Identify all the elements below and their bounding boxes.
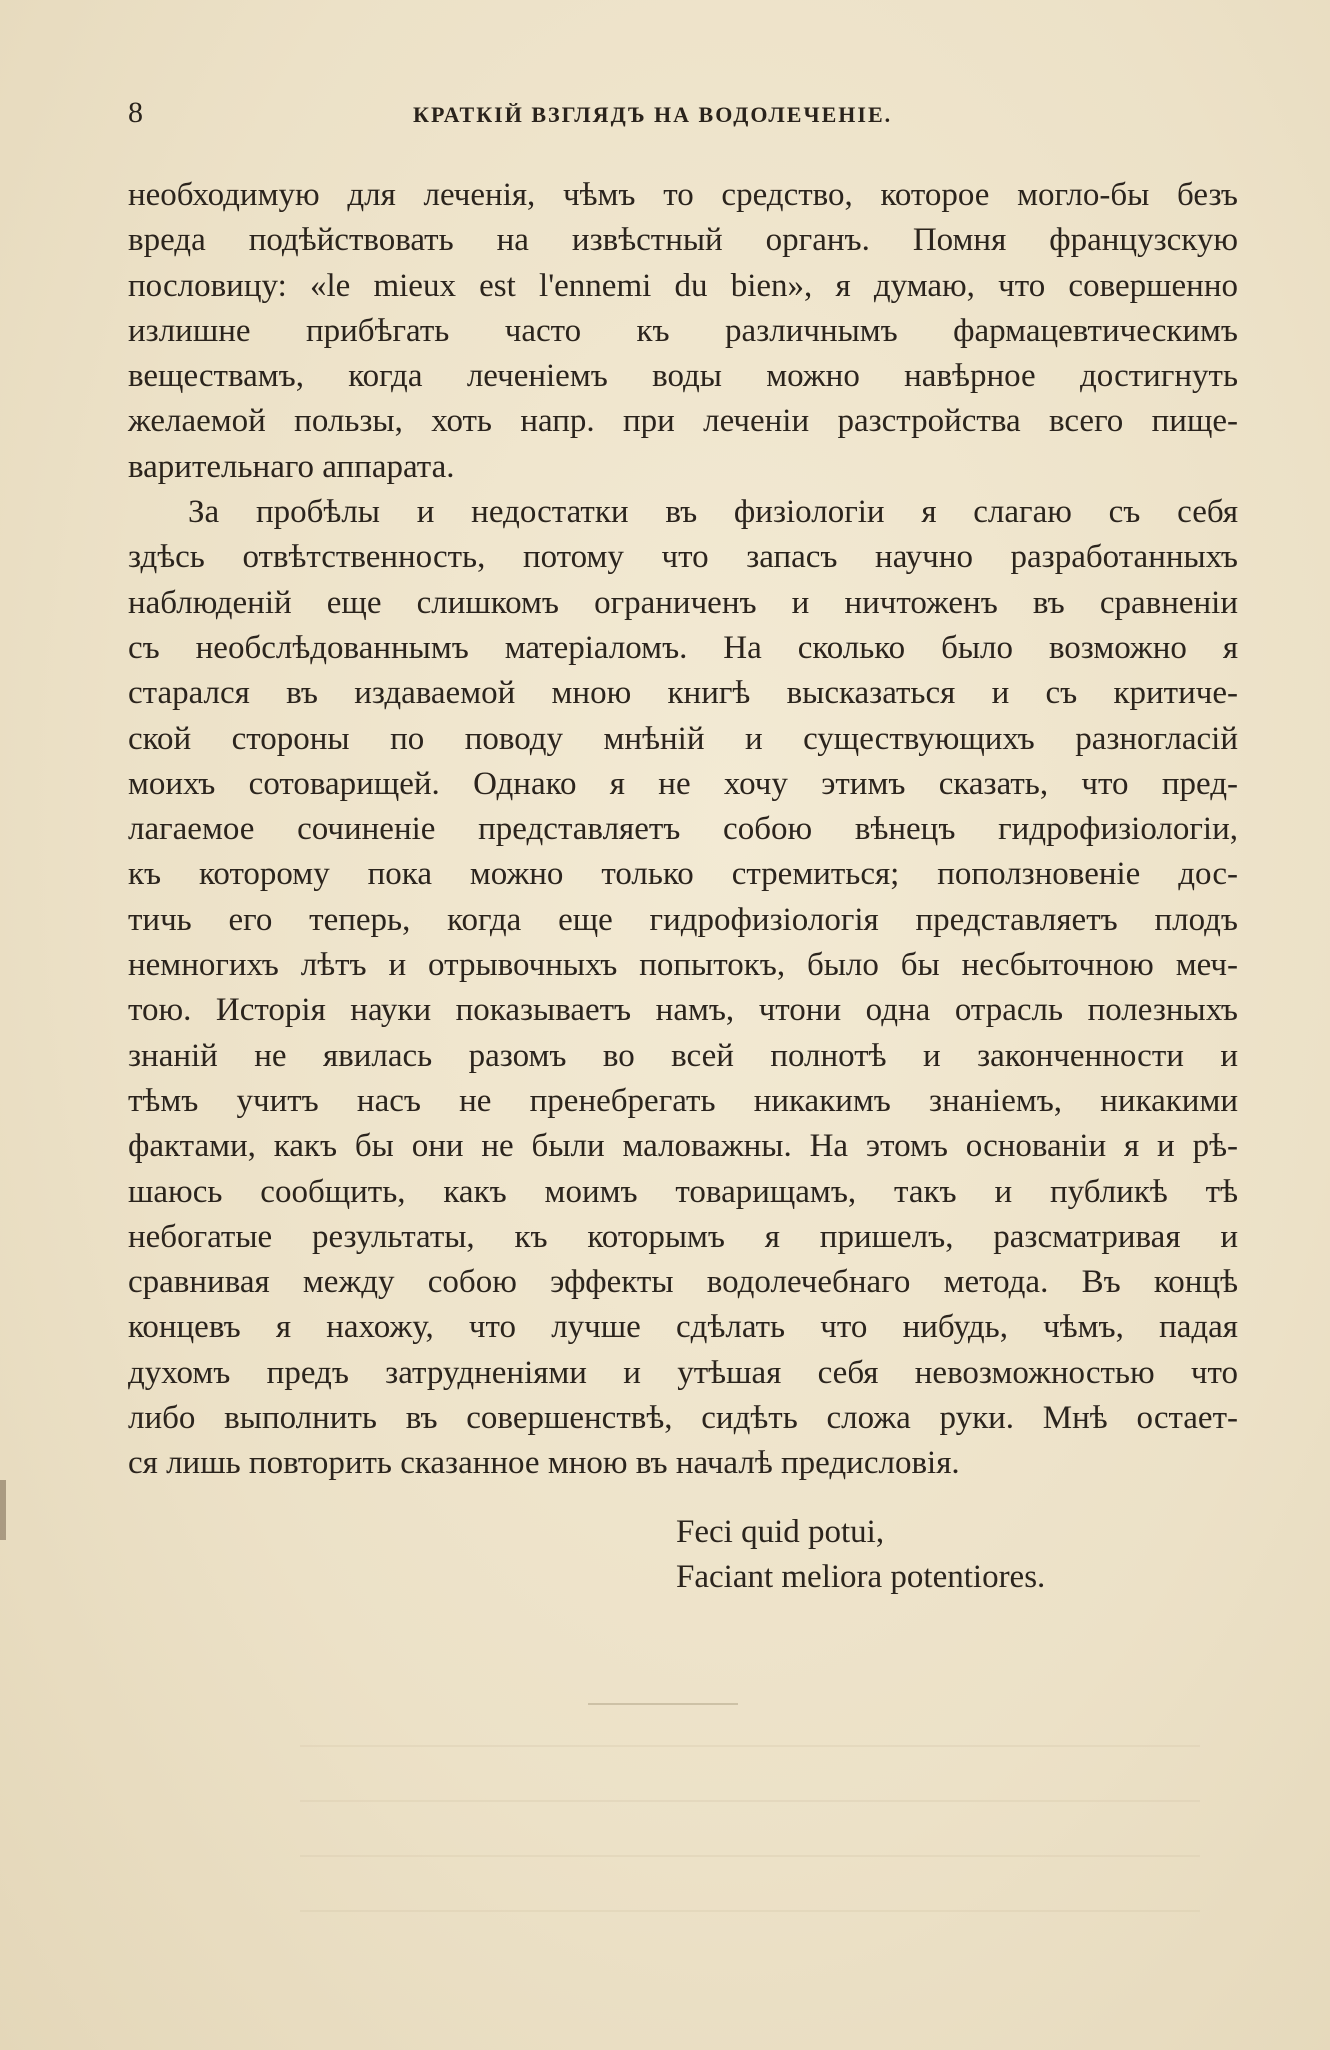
epigraph-line: Faciant meliora potentiores. bbox=[676, 1559, 1046, 1595]
bleed-through-line bbox=[300, 1745, 1200, 1747]
page-edge-mark bbox=[0, 1480, 6, 1540]
paragraph-2 bbox=[128, 490, 1238, 1487]
text-line: необходимую для леченія, чѣмъ то средство, которое могло-бы безъ bbox=[128, 177, 1238, 213]
page-header bbox=[128, 96, 1228, 136]
epigraph bbox=[676, 1510, 1045, 1600]
bleed-through-line bbox=[300, 1800, 1200, 1802]
text-line: тичь его теперь, когда еще гидрофизіологія представляетъ плодъ bbox=[128, 901, 1238, 938]
text-line: немногихъ лѣтъ и отрывочныхъ попытокъ, было бы несбыточною меч- bbox=[128, 947, 1238, 984]
text-line: варительнаго аппарата. bbox=[128, 448, 455, 485]
text-line: ся лишь повторить сказанное мною въ началѣ предисловія. bbox=[128, 1445, 960, 1482]
text-line: шаюсь сообщить, какъ моимъ товарищамъ, такъ и публикѣ тѣ bbox=[128, 1173, 1238, 1210]
bleed-through-line bbox=[300, 1855, 1200, 1857]
running-head: КРАТКІЙ ВЗГЛЯДЪ НА ВОДОЛЕЧЕНІЕ. bbox=[413, 102, 893, 127]
text-line: излишне прибѣгать часто къ различнымъ фармацевтическимъ bbox=[128, 312, 1238, 349]
text-line: тѣмъ учитъ насъ не пренебрегать никакимъ знаніемъ, никакими bbox=[128, 1082, 1238, 1119]
text-line: духомъ предъ затрудненіями и утѣшая себя невозможностью что bbox=[128, 1354, 1238, 1391]
text-line: знаній не явилась разомъ во всей полнотѣ и законченности и bbox=[128, 1037, 1238, 1074]
text-line: лагаемое сочиненіе представляетъ собою вѣнецъ гидрофизіологіи, bbox=[128, 811, 1238, 848]
text-line: вреда подѣйствовать на извѣстный органъ. Помня французскую bbox=[128, 222, 1238, 259]
text-line: сравнивая между собою эффекты водолечебнаго метода. Въ концѣ bbox=[128, 1264, 1238, 1301]
text-line: къ которому пока можно только стремиться; поползновеніе дос- bbox=[128, 856, 1238, 893]
text-line: За пробѣлы и недостатки въ физіологіи я слагаю съ себя bbox=[188, 494, 1238, 531]
text-line: здѣсь отвѣтственность, потому что запасъ научно разработанныхъ bbox=[128, 539, 1238, 576]
text-line: желаемой пользы, хоть напр. при леченіи разстройства всего пище- bbox=[128, 403, 1238, 440]
epigraph-line: Feci quid potui, bbox=[676, 1514, 885, 1550]
section-divider bbox=[588, 1703, 738, 1705]
text-line: фактами, какъ бы они не были маловажны. На этомъ основаніи я и рѣ- bbox=[128, 1128, 1238, 1165]
text-line: концевъ я нахожу, что лучше сдѣлать что нибудь, чѣмъ, падая bbox=[128, 1309, 1238, 1346]
page-number: 8 bbox=[128, 96, 143, 129]
text-line: либо выполнить въ совершенствѣ, сидѣть сложа руки. Мнѣ остает- bbox=[128, 1400, 1238, 1437]
body-text bbox=[128, 173, 1238, 1487]
text-line: старался въ издаваемой мною книгѣ высказаться и съ критиче- bbox=[128, 675, 1238, 712]
text-line: съ необслѣдованнымъ матеріаломъ. На сколько было возможно я bbox=[128, 629, 1238, 666]
paragraph-1 bbox=[128, 173, 1238, 490]
text-line: веществамъ, когда леченіемъ воды можно навѣрное достигнуть bbox=[128, 358, 1238, 395]
bleed-through-line bbox=[300, 1910, 1200, 1912]
text-line: ской стороны по поводу мнѣній и существующихъ разногласій bbox=[128, 720, 1238, 757]
text-line: небогатые результаты, къ которымъ я пришелъ, разсматривая и bbox=[128, 1218, 1238, 1255]
text-line: тою. Исторія науки показываетъ намъ, чтони одна отрасль полезныхъ bbox=[128, 992, 1238, 1029]
text-line: пословицу: «le mieux est l'ennemi du bien», я думаю, что совершенно bbox=[128, 267, 1238, 304]
text-line: моихъ сотоварищей. Однако я не хочу этимъ сказать, что пред- bbox=[128, 765, 1238, 802]
text-line: наблюденій еще слишкомъ ограниченъ и ничтоженъ въ сравненіи bbox=[128, 584, 1238, 621]
